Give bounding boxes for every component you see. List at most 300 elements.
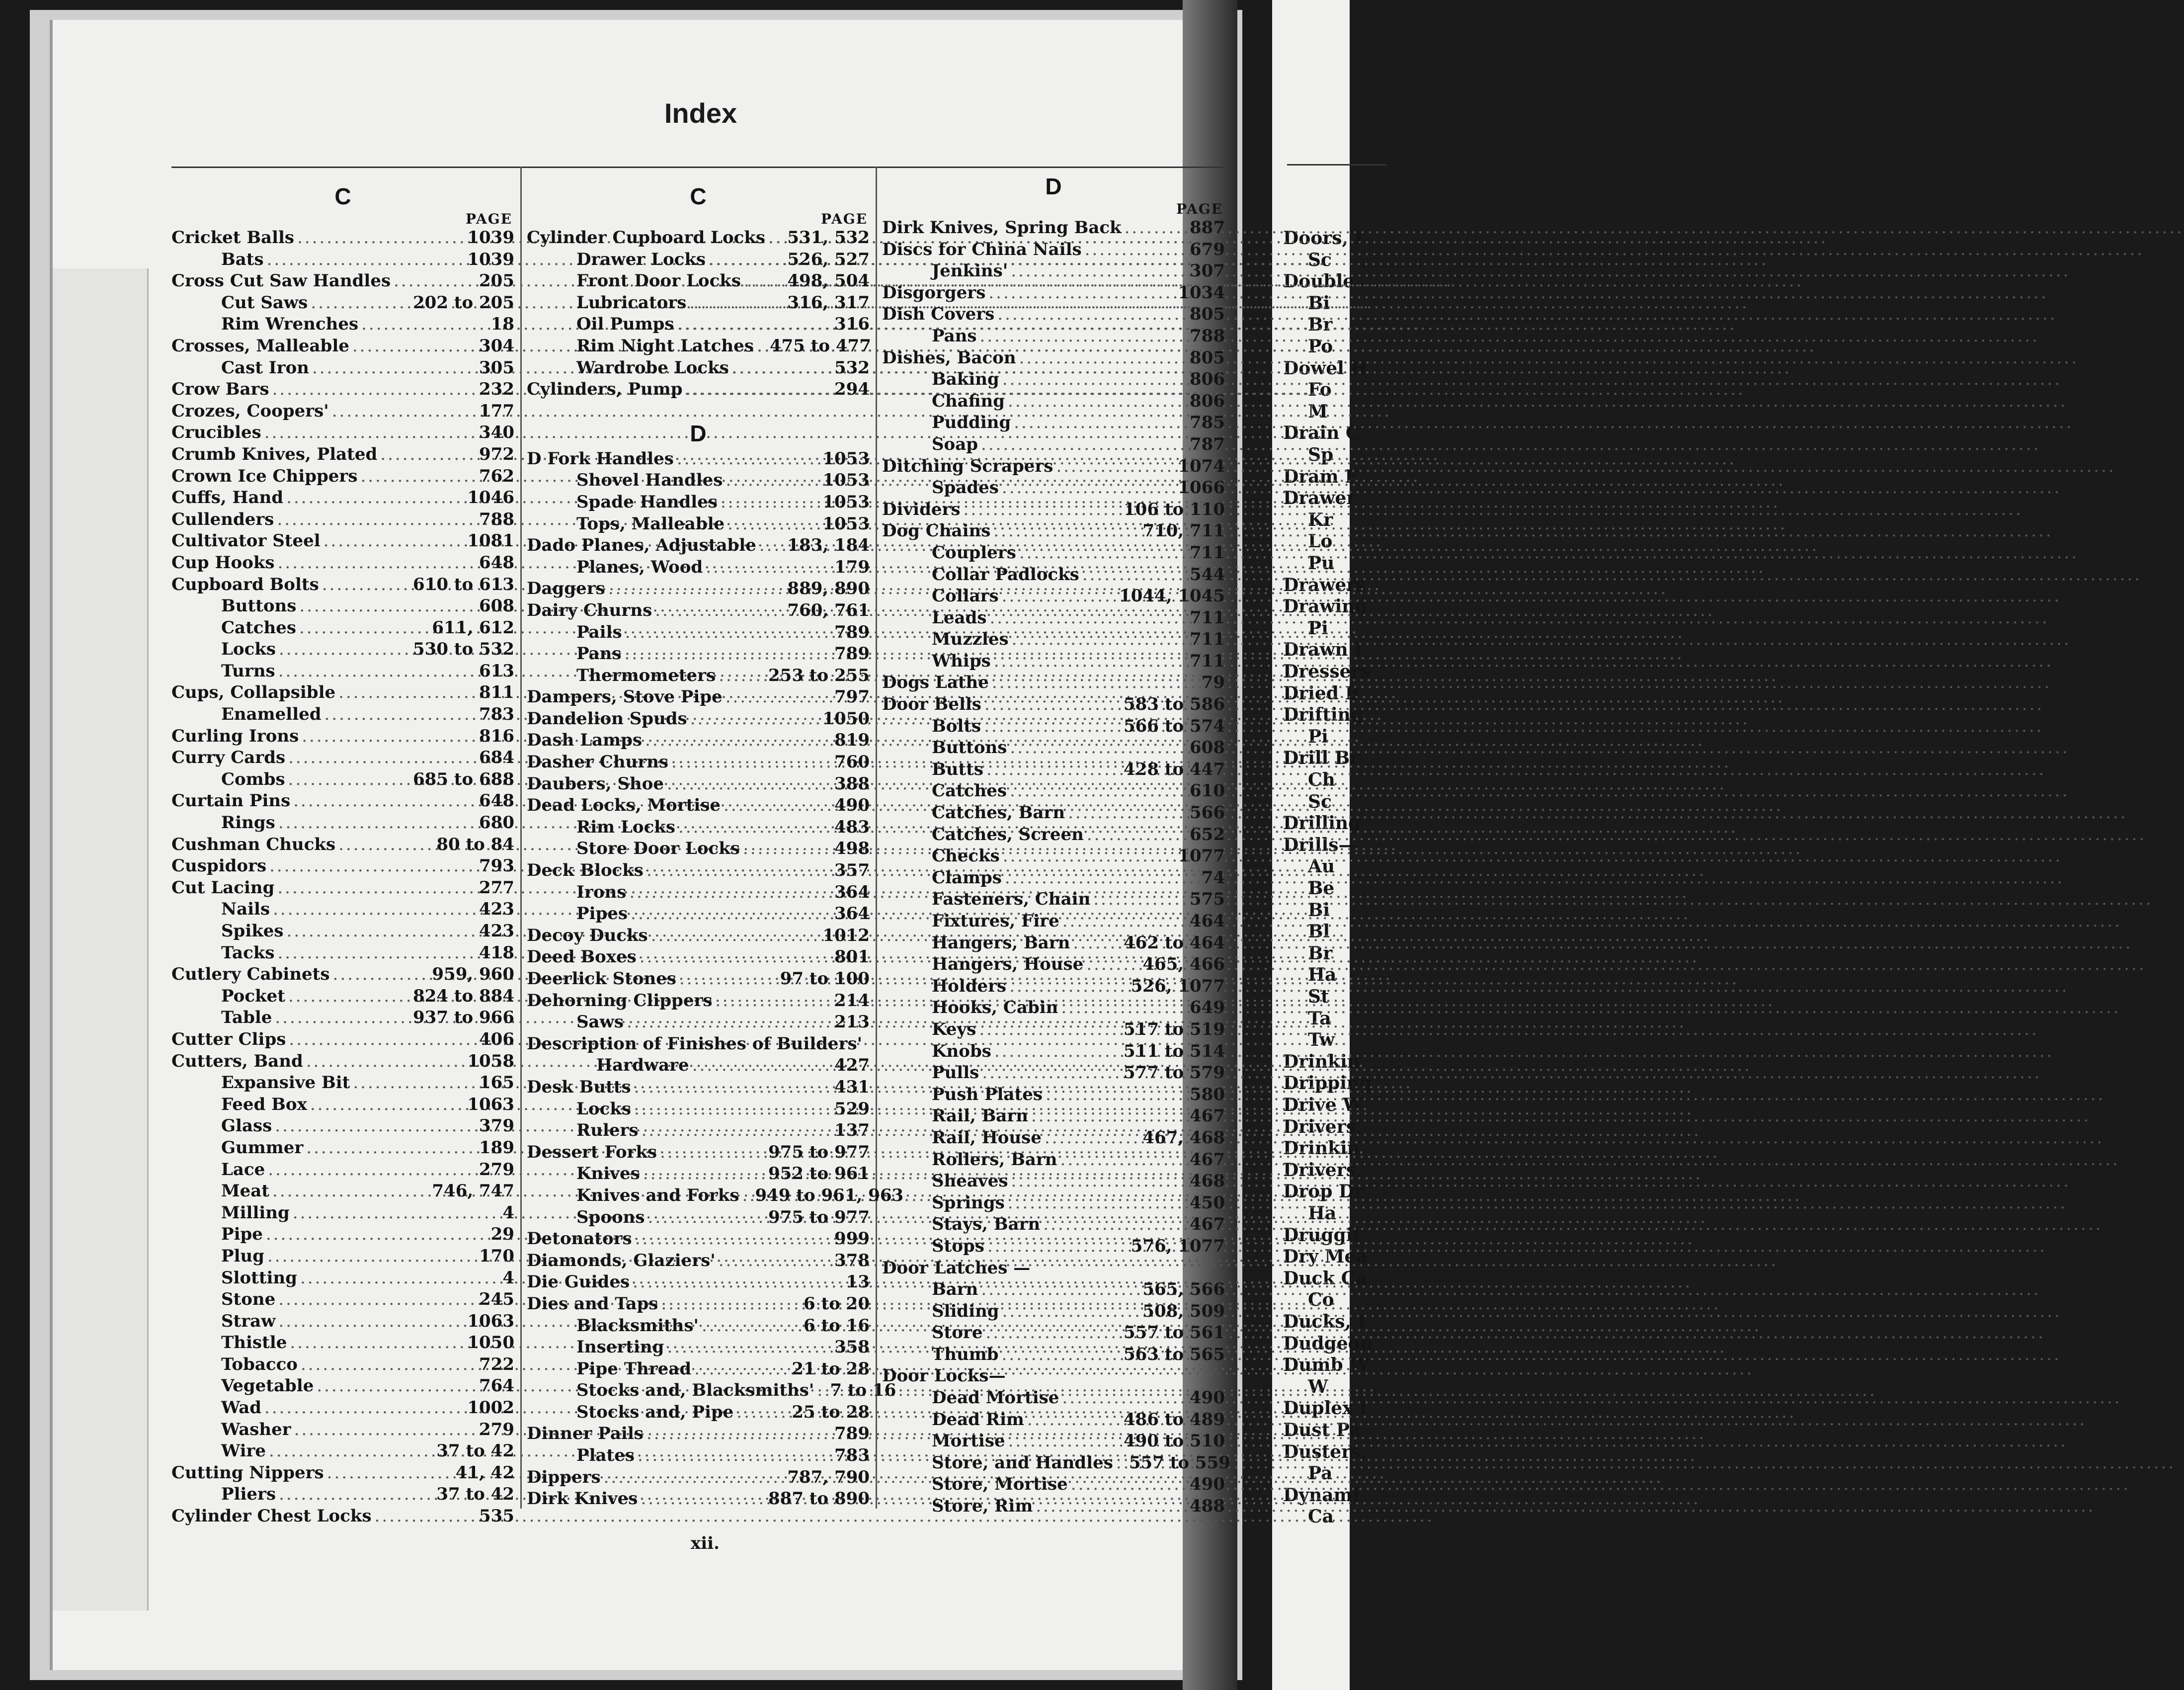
adjacent-page-entry: M — [1308, 401, 1328, 422]
entry-page: 811 — [479, 682, 514, 703]
index-entry — [527, 1488, 870, 1510]
dot-leader — [726, 470, 819, 492]
dot-leader — [651, 925, 820, 947]
dot-leader — [677, 448, 819, 470]
dot-leader — [293, 790, 476, 812]
entry-page: 465, 466 — [1142, 954, 1225, 975]
entry-term: Plates — [576, 1445, 635, 1466]
adjacent-page-entry: Drawer — [1283, 488, 1356, 509]
index-entry — [171, 336, 514, 357]
entry-page: 1063 — [467, 1311, 514, 1331]
entry-page: 1074 — [1178, 456, 1225, 476]
entry-page: 1046 — [467, 488, 514, 508]
entry-page: 388 — [834, 773, 870, 794]
index-entry — [882, 304, 1225, 326]
dot-leader — [324, 704, 477, 726]
dot-leader — [264, 422, 476, 444]
index-entry — [882, 911, 1225, 932]
entry-term: Pliers — [221, 1484, 276, 1505]
index-entry — [882, 412, 1225, 434]
adjacent-page-entry: Be — [1308, 878, 1335, 899]
index-entry — [171, 1159, 514, 1181]
index-entry — [171, 639, 514, 661]
dot-leader — [278, 812, 476, 834]
entry-page: 202 to 205 — [413, 292, 514, 313]
index-entry — [882, 1431, 1225, 1452]
dot-leader — [641, 1488, 765, 1510]
dot-leader — [994, 651, 1187, 673]
entry-term: Cylinders, Pump — [527, 379, 683, 400]
dot-leader — [709, 249, 784, 271]
entry-term: Dash Lamps — [527, 730, 643, 751]
dot-leader — [333, 964, 429, 986]
dot-leader — [294, 1419, 476, 1441]
index-entry — [171, 1029, 514, 1051]
entry-page: 245 — [479, 1289, 514, 1310]
entry-term: Nails — [221, 899, 270, 920]
entry-page: 183, 184 — [787, 535, 870, 556]
index-entry — [882, 845, 1225, 867]
dot-leader — [1014, 412, 1187, 434]
entry-term: Washer — [221, 1419, 291, 1439]
index-entry — [527, 557, 870, 579]
dot-leader — [324, 530, 465, 552]
entry-page: 1053 — [822, 513, 870, 534]
index-column-2 — [527, 181, 904, 1510]
entry-page: 1002 — [467, 1398, 514, 1418]
index-entry — [882, 1192, 1225, 1214]
adjacent-page-entry: Fo — [1308, 379, 1332, 401]
dot-leader — [277, 509, 476, 531]
entry-term: Spade Handles — [576, 492, 718, 512]
entry-term: Dasher Churns — [527, 752, 669, 772]
dot-leader — [984, 694, 1121, 716]
dot-leader — [985, 1322, 1121, 1344]
index-entry — [171, 1354, 514, 1376]
entry-term: Decoy Ducks — [527, 925, 648, 945]
entry-page: 764 — [479, 1376, 514, 1396]
index-entry — [171, 227, 514, 249]
index-entry — [527, 860, 870, 882]
dot-leader — [287, 921, 476, 942]
index-entry — [882, 759, 1225, 781]
entry-term: Cross Cut Saw Handles — [171, 271, 391, 291]
entry-term: Blacksmiths' — [576, 1315, 699, 1336]
entry-term: Cut Saws — [221, 292, 308, 313]
index-entry — [171, 747, 514, 769]
entry-term: Deck Blocks — [527, 860, 644, 881]
entry-term: Pipe — [221, 1224, 263, 1245]
dot-leader — [706, 557, 831, 579]
entry-page: 787 — [1190, 434, 1225, 454]
entry-page: 6 to 16 — [803, 1315, 870, 1336]
dot-leader — [964, 499, 1121, 521]
entry-term: Discs for China Nails — [882, 239, 1082, 259]
adjacent-page-entry: Drivers, — [1283, 1159, 1363, 1181]
entry-page: 74 — [1201, 867, 1225, 888]
dot-leader — [1086, 954, 1139, 976]
entry-term: Cushman Chucks — [171, 834, 336, 854]
adjacent-page-entry: Dumb W — [1283, 1354, 1370, 1376]
index-entry — [171, 552, 514, 574]
entry-page: 305 — [479, 357, 514, 378]
dot-leader — [1043, 1214, 1187, 1236]
dot-leader — [719, 1250, 831, 1272]
entry-page: 511 to 514 — [1124, 1041, 1225, 1061]
index-entry — [171, 964, 514, 986]
entry-page: 544 — [1190, 564, 1225, 585]
entry-term: Dirk Knives — [527, 1489, 638, 1509]
entry-term: Knives — [576, 1164, 640, 1184]
dot-leader — [994, 1041, 1121, 1063]
index-entry — [171, 682, 514, 704]
index-entry — [527, 1207, 870, 1229]
dot-leader — [338, 834, 433, 856]
entry-page: 25 to 28 — [792, 1402, 870, 1422]
index-entry — [171, 986, 514, 1008]
entry-page: 508, 509 — [1142, 1301, 1225, 1321]
dot-leader — [297, 227, 464, 249]
dot-leader — [716, 990, 831, 1012]
entry-page: 565, 566 — [1142, 1279, 1225, 1300]
dot-leader — [269, 855, 476, 877]
entry-page: 304 — [479, 336, 514, 356]
index-entry — [527, 578, 870, 600]
adjacent-page-entry: Duck Ca — [1283, 1268, 1367, 1289]
entry-term: Jenkins' — [932, 261, 1008, 281]
entry-page: 785 — [1190, 413, 1225, 433]
dot-leader — [979, 1019, 1121, 1041]
entry-term: Lubricators — [576, 292, 687, 313]
dot-leader — [1060, 1149, 1187, 1171]
entry-page: 711 — [1190, 542, 1225, 563]
entry-term: Dish Covers — [882, 304, 995, 325]
adjacent-page-entry: Drinkin — [1283, 1051, 1360, 1072]
dot-leader — [278, 552, 476, 574]
dot-leader — [608, 578, 785, 600]
index-entry — [527, 513, 870, 535]
index-entry — [527, 1423, 870, 1445]
dot-leader — [726, 686, 831, 708]
adjacent-page-entry: Dust Pa — [1283, 1420, 1361, 1440]
index-entry — [527, 665, 870, 687]
index-entry — [171, 834, 514, 856]
index-entry — [171, 595, 514, 617]
index-entry — [882, 391, 1225, 413]
entry-page: 279 — [479, 1159, 514, 1180]
index-entry — [882, 477, 1225, 499]
index-entry — [527, 1380, 896, 1402]
entry-term: Hangers, House — [932, 954, 1084, 975]
adjacent-page-entry: Sc — [1308, 249, 1332, 270]
dot-leader — [1002, 586, 1116, 607]
adjacent-page-entry: Duplex I — [1283, 1398, 1368, 1419]
dot-leader — [643, 1163, 765, 1185]
dot-leader — [1012, 629, 1187, 651]
entry-page: 959, 960 — [432, 964, 514, 985]
entry-page: 357 — [834, 860, 870, 881]
entry-term: Ditching Scrapers — [882, 456, 1053, 476]
adjacent-page-entry: Br — [1308, 942, 1333, 964]
dot-leader — [981, 434, 1187, 456]
dot-leader — [269, 1440, 433, 1462]
entry-term: Buttons — [932, 738, 1007, 758]
dot-leader — [278, 1311, 464, 1333]
index-entry — [527, 1402, 870, 1424]
dot-leader — [1082, 564, 1187, 586]
dot-leader — [310, 1094, 465, 1116]
index-entry — [171, 1289, 514, 1311]
dot-leader — [1010, 737, 1187, 759]
entry-page: 805 — [1190, 304, 1225, 325]
adjacent-page-entry: Drills— — [1283, 834, 1357, 855]
dot-leader — [1045, 1127, 1140, 1149]
index-entry — [171, 1072, 514, 1094]
entry-term: Tobacco — [221, 1354, 298, 1374]
index-entry — [171, 1115, 514, 1137]
entry-term: Glass — [221, 1116, 272, 1136]
entry-term: Hardware — [596, 1055, 689, 1076]
entry-term: Spoons — [576, 1207, 645, 1227]
dot-leader — [278, 661, 476, 682]
entry-term: D Fork Handles — [527, 448, 674, 469]
index-entry — [882, 499, 1225, 521]
dot-leader — [288, 747, 476, 769]
dot-leader — [267, 1246, 476, 1268]
entry-page: 498, 504 — [787, 271, 870, 291]
entry-term: Bats — [221, 249, 264, 269]
entry-page: 179 — [834, 557, 870, 577]
index-entry — [882, 239, 1225, 261]
dot-leader — [678, 817, 831, 839]
entry-page: 423 — [479, 921, 514, 941]
index-entry — [171, 812, 514, 834]
entry-page: 1050 — [822, 708, 870, 729]
index-entry — [171, 942, 514, 964]
entry-page: 762 — [479, 466, 514, 486]
adjacent-page-entry: Ha — [1308, 1203, 1337, 1224]
entry-term: Sheaves — [932, 1171, 1008, 1191]
entry-page: 427 — [834, 1055, 870, 1076]
index-entry — [882, 542, 1225, 564]
adjacent-page-entry: Sp — [1308, 444, 1334, 465]
page-column-header: PAGE — [466, 211, 512, 227]
entry-term: Pulls — [932, 1063, 979, 1083]
dot-leader — [312, 357, 476, 379]
entry-term: Mortise — [932, 1431, 1005, 1451]
entry-term: Whips — [932, 651, 991, 671]
dot-leader — [267, 249, 465, 271]
entry-term: Cup Hooks — [171, 552, 275, 573]
dot-leader — [1011, 260, 1187, 282]
index-entry — [171, 270, 514, 292]
adjacent-page-entry: Ch — [1308, 769, 1335, 790]
index-entry — [882, 976, 1225, 998]
entry-term: Wire — [221, 1441, 266, 1461]
entry-page: 467, 468 — [1142, 1127, 1225, 1148]
dot-leader — [1003, 845, 1175, 867]
index-entry — [527, 903, 870, 925]
entry-term: Keys — [932, 1019, 976, 1039]
dot-leader — [266, 1224, 488, 1246]
entry-page: 611, 612 — [432, 617, 514, 638]
dot-leader — [1019, 542, 1187, 564]
entry-term: Dividers — [882, 499, 961, 519]
entry-page: 563 to 565 — [1124, 1344, 1225, 1364]
adjacent-page-entry: Drilling — [1283, 813, 1361, 834]
dot-leader — [1011, 1171, 1187, 1192]
entry-term: Dirk Knives, Spring Back — [882, 218, 1122, 238]
entry-page: 80 to 84 — [436, 834, 514, 854]
dot-leader — [279, 639, 410, 661]
entry-page: 608 — [479, 596, 514, 616]
index-entry — [527, 492, 870, 513]
entry-term: Wardrobe Locks — [576, 357, 729, 378]
entry-page: 462 to 464 — [1124, 932, 1225, 953]
index-entry — [171, 1094, 514, 1116]
dot-leader — [694, 1358, 789, 1380]
index-entry — [527, 1250, 870, 1272]
entry-page: 557 to 561 — [1124, 1323, 1225, 1343]
dot-leader — [692, 1055, 831, 1077]
entry-term: Expansive Bit — [221, 1073, 350, 1093]
dot-leader — [264, 1397, 464, 1419]
entry-page: 787, 790 — [787, 1467, 870, 1487]
section-gap — [527, 401, 870, 419]
adjacent-page-entry: Pi — [1308, 726, 1328, 747]
entry-term: Fixtures, Fire — [932, 911, 1059, 931]
entry-page: 648 — [479, 791, 514, 811]
dot-leader — [679, 968, 777, 990]
entry-page: 483 — [834, 817, 870, 837]
entry-page: 819 — [834, 730, 870, 751]
adjacent-page-entry: Bi — [1308, 292, 1330, 314]
index-entry — [882, 1409, 1225, 1431]
dot-leader — [306, 1051, 465, 1073]
dot-leader — [279, 1484, 433, 1506]
entry-page: 364 — [834, 904, 870, 924]
entry-page: 214 — [834, 990, 870, 1011]
entry-term: Pans — [932, 326, 977, 346]
entry-term: Locks — [576, 1098, 631, 1119]
dot-leader — [1002, 1301, 1140, 1323]
index-entry — [171, 422, 514, 444]
dot-leader — [1085, 239, 1187, 261]
entry-page: 467 — [1190, 1106, 1225, 1126]
index-entry — [171, 444, 514, 466]
index-column-1 — [171, 181, 514, 1527]
dot-leader — [353, 1072, 476, 1094]
entry-page: 722 — [479, 1354, 514, 1374]
entry-page: 1039 — [467, 228, 514, 248]
entry-term: Dead Locks, Mortise — [527, 795, 721, 816]
entry-term: Deerlick Stones — [527, 969, 677, 989]
entry-term: Catches — [221, 617, 296, 638]
adjacent-page-entry: Co — [1308, 1289, 1334, 1311]
index-entry — [171, 704, 514, 726]
entry-page: 1044, 1045 — [1119, 586, 1225, 606]
entry-term: Deed Boxes — [527, 947, 637, 967]
entry-term: Rollers, Barn — [932, 1149, 1057, 1170]
index-entry — [882, 694, 1225, 716]
entry-page: 652 — [1190, 824, 1225, 845]
entry-term: Dog Chains — [882, 521, 991, 541]
index-entry — [882, 716, 1225, 738]
index-entry — [882, 1365, 1225, 1387]
entry-term: Cast Iron — [221, 357, 309, 378]
entry-page: 4 — [502, 1202, 514, 1223]
entry-term: Front Door Locks — [576, 271, 741, 291]
entry-term: Die Guides — [527, 1272, 630, 1292]
dot-leader — [645, 730, 831, 752]
entry-term: Dogs Lathe — [882, 673, 989, 693]
adjacent-page-entry: Dripping — [1283, 1073, 1373, 1094]
index-entry — [171, 769, 514, 791]
entry-term: Fasteners, Chain — [932, 889, 1091, 910]
entry-page: 801 — [834, 947, 870, 967]
entry-term: Cricket Balls — [171, 228, 295, 248]
entry-page: 490 to 510 — [1124, 1431, 1225, 1451]
dot-leader — [634, 1077, 831, 1098]
entry-term: Crozes, Coopers' — [171, 401, 329, 421]
adjacent-page-entry: Po — [1308, 336, 1333, 357]
entry-page: 1066 — [1178, 478, 1225, 498]
dot-leader — [980, 326, 1187, 347]
dot-leader — [732, 357, 831, 379]
dot-leader — [380, 444, 476, 466]
entry-term: Pocket — [221, 986, 285, 1006]
index-entry — [171, 1375, 514, 1397]
entry-term: Push Plates — [932, 1084, 1043, 1104]
index-entry — [882, 520, 1225, 542]
index-entry — [527, 1271, 870, 1293]
dot-leader — [375, 1506, 476, 1527]
entry-page: 379 — [479, 1116, 514, 1136]
entry-page: 18 — [490, 314, 514, 335]
entry-term: Plug — [221, 1246, 264, 1266]
entry-page: 649 — [1190, 998, 1225, 1018]
adjacent-page-entry: Drinkin — [1283, 1138, 1360, 1159]
dot-leader — [361, 314, 488, 336]
entry-page: 450 — [1190, 1192, 1225, 1213]
index-column-3 — [882, 171, 1230, 1518]
index-entry — [171, 401, 514, 422]
dot-leader — [817, 1380, 827, 1402]
dot-leader — [306, 1137, 476, 1159]
entry-page: 279 — [479, 1419, 514, 1439]
entry-term: Detonators — [527, 1229, 632, 1249]
dot-leader — [352, 336, 476, 357]
index-entry — [527, 1163, 870, 1185]
dot-leader — [288, 986, 410, 1008]
entry-page: 583 to 586 — [1124, 694, 1225, 715]
index-entry — [882, 1258, 1225, 1279]
dot-leader — [327, 1462, 453, 1484]
dot-leader — [268, 1159, 476, 1181]
entry-page: 205 — [479, 271, 514, 291]
entry-page: 887 to 890 — [768, 1489, 870, 1509]
section-letter: D — [690, 420, 707, 446]
entry-term: Cutter Clips — [171, 1029, 286, 1049]
index-entry — [882, 780, 1225, 802]
index-entry — [882, 434, 1225, 456]
entry-term: Thistle — [221, 1333, 287, 1353]
entry-term: Butts — [932, 759, 984, 779]
index-entry — [527, 817, 870, 839]
index-entry — [882, 586, 1225, 607]
index-entry — [171, 1007, 514, 1029]
dot-leader — [322, 574, 410, 596]
